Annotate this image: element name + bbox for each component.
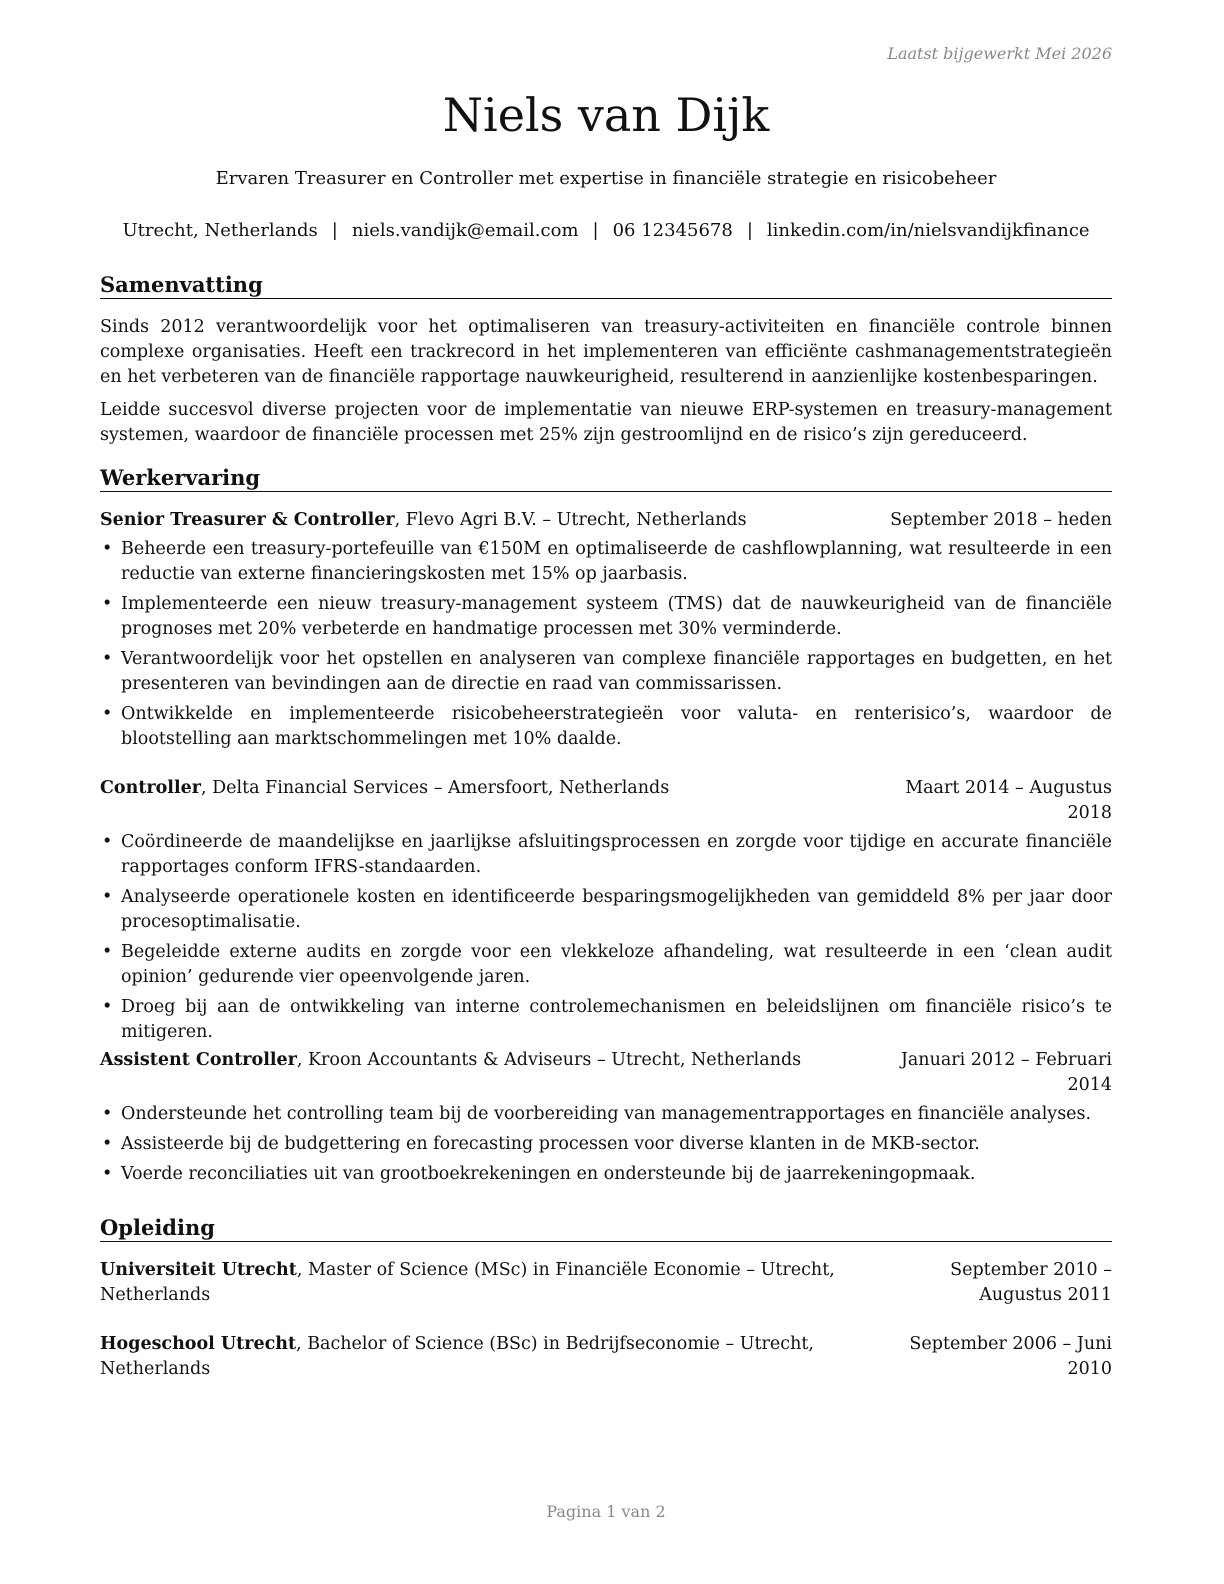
education-entry: [100, 1332, 1112, 1382]
list-item: • Analyseerde operationele kosten en identificeerde besparingsmogelijkheden van gemiddeld 8% per jaar door procesoptimalisatie.: [102, 887, 1112, 932]
education-header: [100, 1332, 1112, 1382]
list-item: • Beheerde een treasury-portefeuille van €150M en optimaliseerde de cashflowplanning, wat resulteerde in een reductie van externe financieringskosten met 15% op jaarbasis.: [102, 539, 1112, 584]
job-entry: [100, 508, 1112, 757]
list-item: • Begeleidde externe audits en zorgde voor een vlekkeloze afhandeling, wat resulteerde in een ‘clean audit opinion’ gedurende vier opeenvolgende jaren.: [102, 942, 1112, 987]
list-item: • Assisteerde bij de budgettering en forecasting processen voor diverse klanten in de MKB-sector.: [100, 1132, 1112, 1157]
section-title-summary: Samenvatting: [100, 272, 1112, 299]
job-bullets: [100, 537, 1112, 752]
job-bullets: [100, 1102, 1112, 1187]
section-title-education: Opleiding: [100, 1215, 1112, 1242]
list-item: • Ondersteunde het controlling team bij de voorbereiding van managementrapportages en financiële analyses.: [100, 1102, 1112, 1127]
education-dates: September 2010 – Augustus 2011: [950, 1260, 1112, 1305]
job-dates: Maart 2014 – Augustus 2018: [905, 778, 1112, 823]
education-entry: [100, 1258, 1112, 1308]
job-role: Controller: [100, 778, 201, 798]
job-entry: [100, 776, 1112, 1050]
job-role: Senior Treasurer & Controller: [100, 510, 395, 530]
job-header: [100, 508, 1112, 533]
bullet-icon: •: [102, 832, 113, 852]
contact-line: [100, 220, 1112, 241]
list-item: • Ontwikkelde en implementeerde risicobeheerstrategieën voor valuta- en renterisico’s, waardoor de blootstelling aan marktschommelingen met 10% daalde.: [102, 704, 1112, 749]
last-updated: Laatst bijgewerkt Mei 2026: [887, 44, 1112, 63]
education-school: Hogeschool Utrecht: [100, 1334, 297, 1354]
job-dates: September 2018 – heden: [890, 510, 1112, 530]
list-item: • Implementeerde een nieuw treasury-management systeem (TMS) dat de nauwkeurigheid van de financiële prognoses met 20% verbeterde en handmatige processen met 30% verminderde.: [102, 594, 1112, 639]
job-bullets: [100, 830, 1112, 1045]
list-item: • Verantwoordelijk voor het opstellen en analyseren van complexe financiële rapportages en budgetten, en het presenteren van bevindingen aan de directie en raad van commissarissen.: [102, 649, 1112, 694]
contact-separator: |: [331, 220, 338, 241]
contact-separator: |: [592, 220, 599, 241]
contact-linkedin[interactable]: linkedin.com/in/nielsvandijkfinance: [766, 220, 1090, 241]
bullet-icon: •: [102, 1134, 113, 1154]
contact-separator: |: [746, 220, 753, 241]
education-school: Universiteit Utrecht: [100, 1260, 297, 1280]
bullet-icon: •: [102, 704, 113, 724]
bullet-icon: •: [102, 997, 113, 1017]
summary-paragraph: Leidde succesvol diverse projecten voor de implementatie van nieuwe ERP-systemen en treasury-management systemen, waardoor de financiële processen met 25% zijn gestroomlijnd en de risico’s zijn gereduceerd.: [100, 400, 1112, 445]
contact-email[interactable]: niels.vandijk@email.com: [351, 220, 579, 241]
candidate-name: Niels van Dijk: [442, 88, 770, 142]
contact-phone: 06 12345678: [612, 220, 733, 241]
bullet-icon: •: [102, 594, 113, 614]
page-number: Pagina 1 van 2: [546, 1502, 666, 1521]
tagline: Ervaren Treasurer en Controller met expertise in financiële strategie en risicobeheer: [215, 168, 997, 189]
bullet-icon: •: [102, 942, 113, 962]
job-organization: , Kroon Accountants & Adviseurs – Utrecht, Netherlands: [296, 1050, 802, 1070]
job-organization: , Flevo Agri B.V. – Utrecht, Netherlands: [394, 510, 747, 530]
education-degree: , Master of Science (MSc) in Financiële Economie – Utrecht, Netherlands: [100, 1260, 835, 1305]
bullet-icon: •: [102, 649, 113, 669]
education-dates: September 2006 – Juni 2010: [909, 1334, 1112, 1379]
education-header: [100, 1258, 1112, 1308]
summary-paragraph: Sinds 2012 verantwoordelijk voor het optimaliseren van treasury-activiteiten en financiële controle binnen complexe organisaties. Heeft een trackrecord in het implementeren van efficiënte cashmanagementstrategieën en het verbeteren van de financiële rapportage nauwkeurigheid, resulterend in aanzienlijke kostenbesparingen.: [100, 317, 1112, 387]
job-organization: , Delta Financial Services – Amersfoort, Netherlands: [200, 778, 670, 798]
bullet-icon: •: [102, 539, 113, 559]
list-item: • Voerde reconciliaties uit van grootboekrekeningen en ondersteunde bij de jaarrekeningopmaak.: [100, 1162, 1112, 1187]
bullet-icon: •: [102, 1104, 113, 1124]
bullet-icon: •: [102, 887, 113, 907]
contact-location: Utrecht, Netherlands: [122, 220, 318, 241]
job-dates: Januari 2012 – Februari 2014: [900, 1050, 1112, 1095]
job-entry: [100, 1048, 1112, 1192]
list-item: • Droeg bij aan de ontwikkeling van interne controlemechanismen en beleidslijnen om financiële risico’s te mitigeren.: [102, 997, 1112, 1042]
job-header: [100, 1048, 1112, 1098]
job-header: [100, 776, 1112, 826]
section-title-experience: Werkervaring: [100, 465, 1112, 492]
job-role: Assistent Controller: [100, 1050, 297, 1070]
bullet-icon: •: [102, 1164, 113, 1184]
education-degree: , Bachelor of Science (BSc) in Bedrijfseconomie – Utrecht, Netherlands: [100, 1334, 814, 1379]
list-item: • Coördineerde de maandelijkse en jaarlijkse afsluitingsprocessen en zorgde voor tijdige en accurate financiële rapportages conform IFRS-standaarden.: [102, 832, 1112, 877]
